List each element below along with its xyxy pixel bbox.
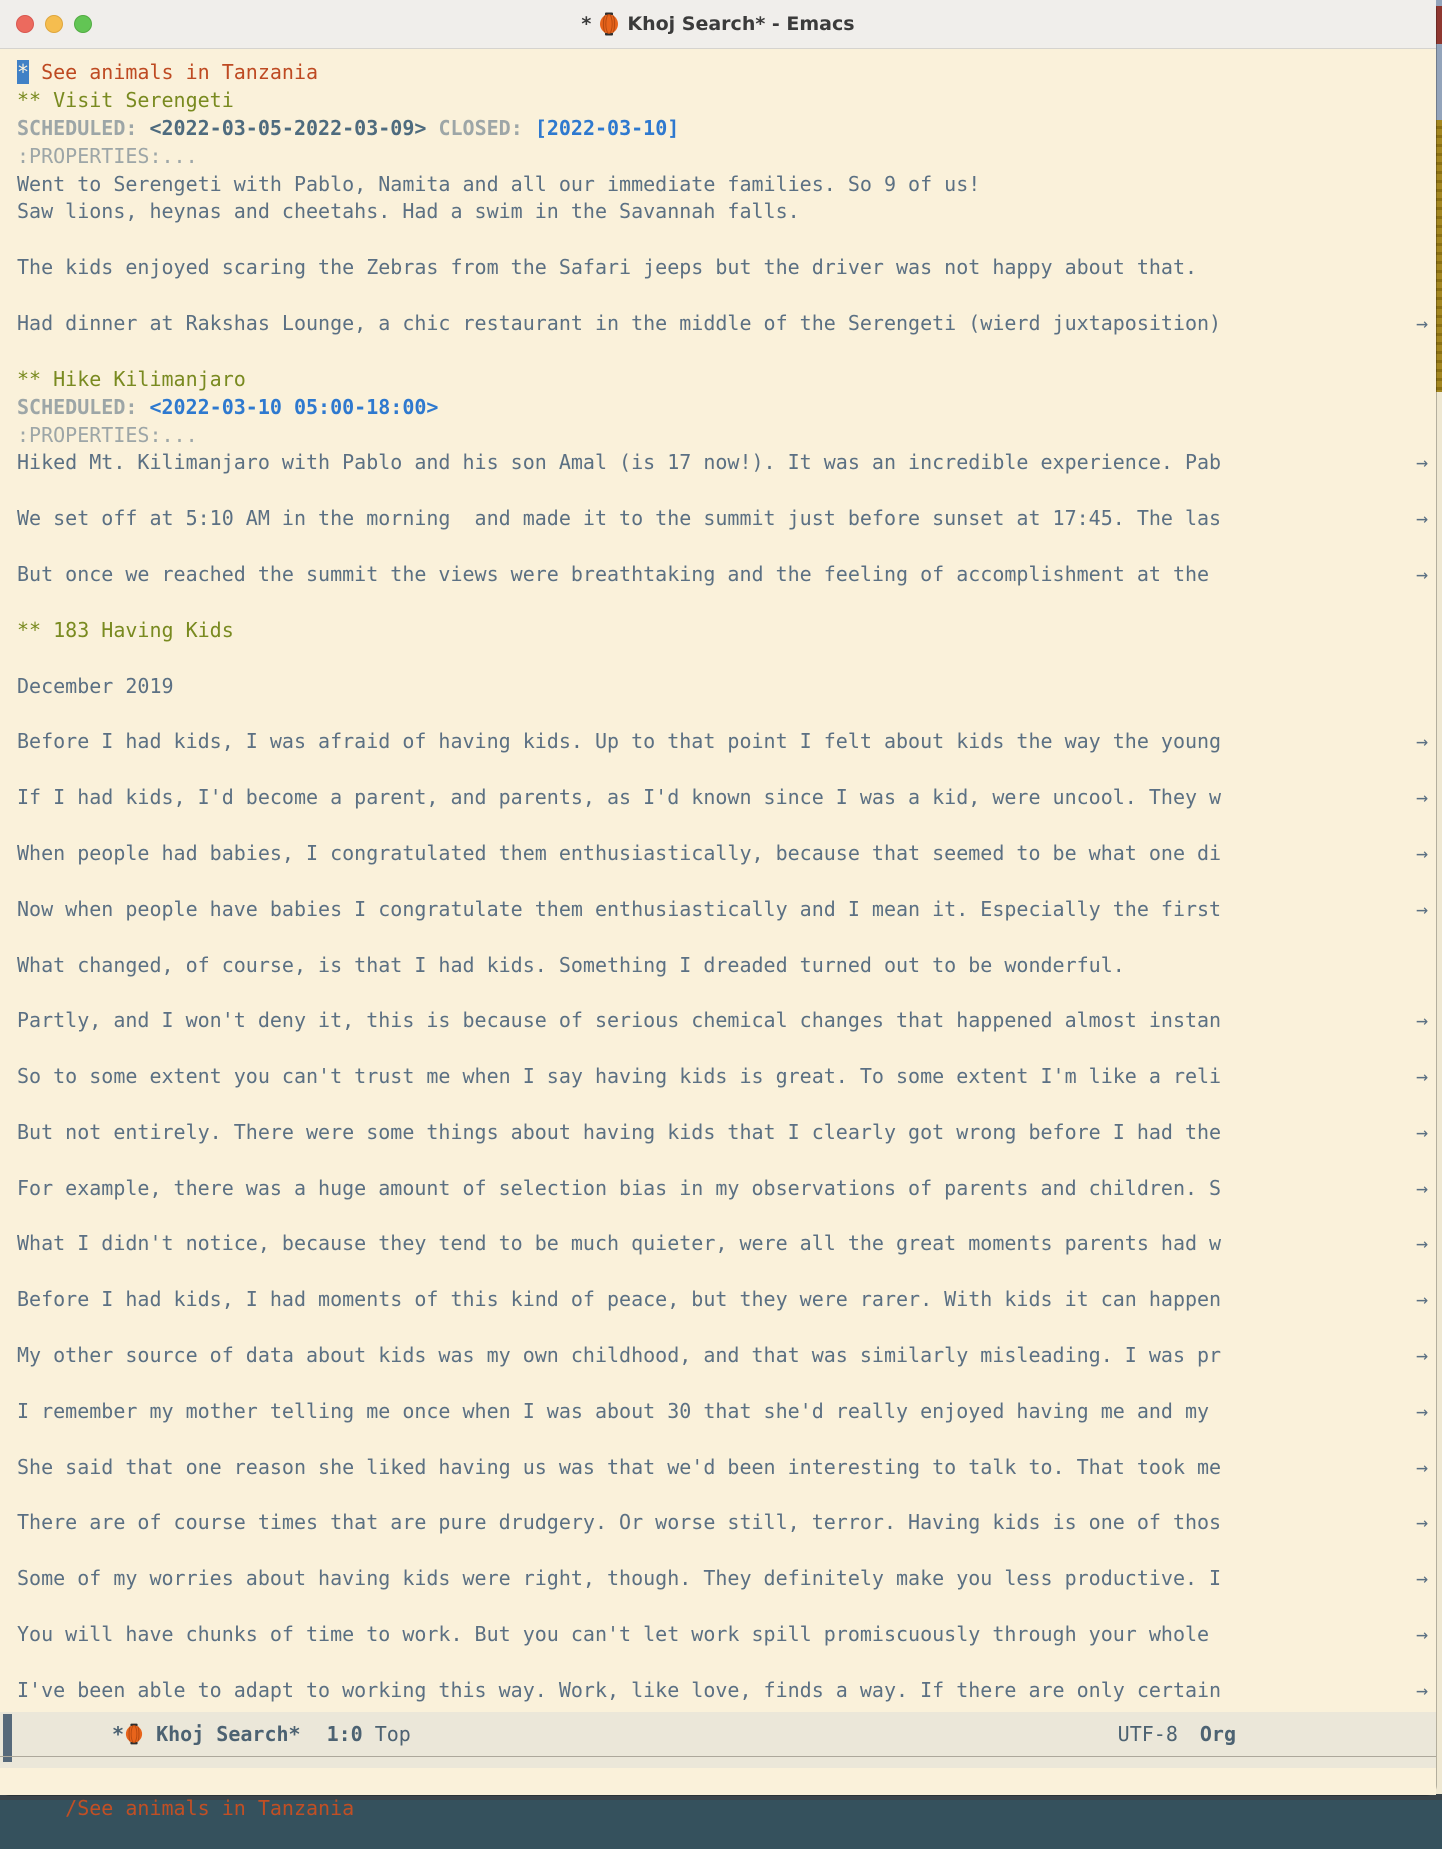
text-segment-body: Saw lions, heynas and cheetahs. Had a swim in the Savannah falls. [17, 199, 800, 224]
window-title [581, 12, 854, 36]
text-segment-kw: CLOSED: [438, 115, 523, 140]
text-segment-kw: SCHEDULED: [17, 394, 138, 419]
truncation-arrow-icon: → [1415, 311, 1428, 336]
buffer-line[interactable] [17, 1677, 1436, 1705]
modeline-buffer-prefix: * [112, 1722, 125, 1746]
text-segment-body: But not entirely. There were some things about having kids that I clearly got wrong before I had the [17, 1119, 1222, 1144]
text-segment-prop: :PROPERTIES:... [17, 143, 198, 168]
text-segment-body [137, 116, 149, 140]
buffer-line[interactable] [17, 589, 1436, 617]
text-segment-body [523, 116, 535, 140]
buffer-line[interactable] [17, 979, 1436, 1007]
buffer-line[interactable] [17, 1314, 1436, 1342]
text-segment-body [137, 395, 149, 419]
buffer-line[interactable] [17, 896, 1436, 924]
buffer-line[interactable] [17, 59, 1436, 87]
truncation-arrow-icon: → [1415, 729, 1428, 754]
buffer-line[interactable] [17, 700, 1436, 728]
text-segment-body: I've been able to adapt to working this way. Work, like love, finds a way. If there are only certain [17, 1677, 1222, 1702]
buffer-line[interactable] [17, 1063, 1436, 1091]
truncation-arrow-icon: → [1415, 1621, 1428, 1646]
buffer-line[interactable] [17, 505, 1436, 533]
truncation-arrow-icon: → [1415, 562, 1428, 587]
buffer-area[interactable] [0, 49, 1436, 1712]
truncation-arrow-icon: → [1415, 1677, 1428, 1702]
buffer-line[interactable] [17, 1119, 1436, 1147]
text-segment-body: Before I had kids, I was afraid of having kids. Up to that point I felt about kids the way the young [17, 729, 1222, 754]
modeline-left [112, 1712, 411, 1756]
buffer-line[interactable] [17, 1230, 1436, 1258]
text-segment-blue: <2022-03-10 05:00-18:00> [149, 394, 439, 419]
buffer-line[interactable] [17, 1286, 1436, 1314]
buffer-line[interactable] [17, 394, 1436, 422]
truncation-arrow-icon: → [1415, 1175, 1428, 1200]
titlebar [0, 0, 1436, 49]
buffer-line[interactable] [17, 952, 1436, 980]
text-segment-kw: SCHEDULED: [17, 115, 138, 140]
truncation-arrow-icon: → [1415, 1510, 1428, 1535]
buffer-line[interactable] [17, 868, 1436, 896]
truncation-arrow-icon: → [1415, 1119, 1428, 1144]
text-segment-body: December 2019 [17, 673, 174, 698]
buffer-line[interactable] [17, 171, 1436, 199]
zoom-button[interactable] [74, 15, 92, 33]
text-segment-body: Some of my worries about having kids were right, though. They definitely make you less productive. I [17, 1566, 1222, 1591]
buffer-line[interactable] [17, 1537, 1436, 1565]
lantern-icon [599, 12, 619, 36]
buffer-line[interactable] [17, 422, 1436, 450]
buffer-line[interactable] [17, 1091, 1436, 1119]
buffer-line[interactable] [17, 1509, 1436, 1537]
buffer-line[interactable] [17, 1454, 1436, 1482]
buffer-line[interactable] [17, 1175, 1436, 1203]
truncation-arrow-icon: → [1415, 785, 1428, 810]
buffer-line[interactable] [17, 1649, 1436, 1677]
text-segment-h2: ** 183 Having Kids [17, 617, 234, 642]
window-title-text: Khoj Search* - Emacs [627, 13, 855, 35]
buffer-line[interactable] [17, 143, 1436, 171]
buffer-line[interactable] [17, 924, 1436, 952]
truncation-arrow-icon: → [1415, 896, 1428, 921]
buffer-line[interactable] [17, 1342, 1436, 1370]
text-segment-body: Now when people have babies I congratulate them enthusiastically and I mean it. Especially the first [17, 896, 1222, 921]
buffer-line[interactable] [17, 310, 1436, 338]
text-segment-body: But once we reached the summit the views were breathtaking and the feeling of accomplishment at the [17, 562, 1210, 587]
text-segment-body: The kids enjoyed scaring the Zebras from the Safari jeeps but the driver was not happy about that. [17, 255, 1198, 280]
modeline-cursor-position: 1:0 [326, 1722, 363, 1746]
buffer-line[interactable] [17, 1203, 1436, 1231]
text-segment-h2: ** Hike Kilimanjaro [17, 366, 246, 391]
text-segment-prop: :PROPERTIES:... [17, 422, 198, 447]
buffer-line[interactable] [17, 115, 1436, 143]
truncation-arrow-icon: → [1415, 1398, 1428, 1423]
modeline-scroll-position: Top [374, 1722, 411, 1746]
buffer-line[interactable] [17, 366, 1436, 394]
buffer-line[interactable] [17, 1426, 1436, 1454]
text-segment-body: There are of course times that are pure drudgery. Or worse still, terror. Having kids is one of thos [17, 1510, 1222, 1535]
modeline-accent-bar [3, 1714, 12, 1762]
traffic-lights [16, 0, 92, 48]
text-segment-body: Went to Serengeti with Pablo, Namita and all our immediate families. So 9 of us! [17, 171, 981, 196]
buffer-line[interactable] [17, 477, 1436, 505]
close-button[interactable] [16, 15, 34, 33]
buffer-line[interactable] [17, 338, 1436, 366]
buffer-line[interactable] [17, 1481, 1436, 1509]
modeline-major-mode[interactable]: Org [1199, 1722, 1236, 1746]
buffer-line[interactable] [17, 1565, 1436, 1593]
buffer-line[interactable] [17, 728, 1436, 756]
buffer-line[interactable] [17, 282, 1436, 310]
buffer-line[interactable] [17, 1258, 1436, 1286]
modeline-buffer-label: Khoj Search* [144, 1722, 301, 1746]
modeline-divider [0, 1756, 1436, 1757]
modeline-right [1118, 1712, 1236, 1756]
buffer-line[interactable] [17, 449, 1436, 477]
buffer-line[interactable] [17, 617, 1436, 645]
buffer-line[interactable] [17, 1593, 1436, 1621]
text-segment-body: I remember my mother telling me once when I was about 30 that she'd really enjoyed having me and my [17, 1398, 1210, 1423]
text-segment-body: If I had kids, I'd become a parent, and parents, as I'd known since I was a kid, were uncool. They w [17, 785, 1222, 810]
window-title-prefix: * [581, 13, 592, 35]
buffer-line[interactable] [17, 1370, 1436, 1398]
buffer-line[interactable] [17, 1621, 1436, 1649]
text-segment-body: Had dinner at Rakshas Lounge, a chic restaurant in the middle of the Serengeti (wierd juxtaposition) [17, 311, 1222, 336]
text-segment-body: So to some extent you can't trust me when I say having kids is great. To some extent I'm like a reli [17, 1064, 1222, 1089]
text-segment-body: For example, there was a huge amount of selection bias in my observations of parents and children. S [17, 1175, 1222, 1200]
truncation-arrow-icon: → [1415, 1231, 1428, 1256]
text-segment-body [426, 116, 438, 140]
truncation-arrow-icon: → [1415, 506, 1428, 531]
text-segment-body: She said that one reason she liked having us was that we'd been interesting to talk to. That took me [17, 1454, 1222, 1479]
buffer-line[interactable] [17, 1035, 1436, 1063]
minibuffer[interactable] [0, 1768, 1436, 1820]
buffer-line[interactable] [17, 254, 1436, 282]
buffer-line[interactable] [17, 1398, 1436, 1426]
modeline-encoding[interactable]: UTF-8 [1117, 1722, 1178, 1746]
truncation-arrow-icon: → [1415, 1454, 1428, 1479]
buffer-line[interactable] [17, 533, 1436, 561]
minibuffer-text: /See animals in Tanzania [65, 1796, 355, 1820]
truncation-arrow-icon: → [1415, 1064, 1428, 1089]
text-segment-body: What changed, of course, is that I had kids. Something I dreaded turned out to be wonderful. [17, 952, 1125, 977]
text-segment-body: We set off at 5:10 AM in the morning and made it to the summit just before sunset at 17:45. The las [17, 506, 1222, 531]
buffer-line[interactable] [17, 226, 1436, 254]
truncation-arrow-icon: → [1415, 840, 1428, 865]
buffer-line[interactable] [17, 1007, 1436, 1035]
buffer-line[interactable] [17, 784, 1436, 812]
buffer-line[interactable] [17, 673, 1436, 701]
text-segment-h1: See animals in Tanzania [29, 60, 319, 84]
buffer-line[interactable] [17, 1147, 1436, 1175]
lantern-icon [125, 1723, 143, 1745]
modeline-buffer-name[interactable] [112, 1722, 301, 1746]
cursor: * [17, 60, 30, 84]
truncation-arrow-icon: → [1415, 450, 1428, 475]
buffer-line[interactable] [17, 756, 1436, 784]
text-segment-body: When people had babies, I congratulated them enthusiastically, because that seemed to be what one di [17, 840, 1222, 865]
text-segment-body: My other source of data about kids was my own childhood, and that was similarly misleading. I was pr [17, 1342, 1222, 1367]
text-segment-date: <2022-03-05-2022-03-09> [149, 115, 427, 140]
buffer-line[interactable] [17, 198, 1436, 226]
text-segment-body: You will have chunks of time to work. But you can't let work spill promiscuously through your whole [17, 1621, 1210, 1646]
buffer-line[interactable] [17, 840, 1436, 868]
truncation-arrow-icon: → [1415, 1287, 1428, 1312]
text-segment-body: Partly, and I won't deny it, this is because of serious chemical changes that happened almost instan [17, 1008, 1222, 1033]
buffer-line[interactable] [17, 561, 1436, 589]
buffer-line[interactable] [17, 87, 1436, 115]
buffer-line[interactable] [17, 812, 1436, 840]
text-segment-h2: ** Visit Serengeti [17, 87, 234, 112]
text-segment-body: What I didn't notice, because they tend to be much quieter, were all the great moments parents had w [17, 1231, 1222, 1256]
text-segment-blue: [2022-03-10] [534, 115, 680, 140]
truncation-arrow-icon: → [1415, 1342, 1428, 1367]
text-segment-body: Hiked Mt. Kilimanjaro with Pablo and his son Amal (is 17 now!). It was an incredible experience. Pab [17, 450, 1222, 475]
buffer-line[interactable] [17, 645, 1436, 673]
modeline [0, 1712, 1436, 1768]
truncation-arrow-icon: → [1415, 1566, 1428, 1591]
text-segment-body: Before I had kids, I had moments of this kind of peace, but they were rarer. With kids it can happen [17, 1287, 1222, 1312]
minimize-button[interactable] [45, 15, 63, 33]
truncation-arrow-icon: → [1415, 1008, 1428, 1033]
